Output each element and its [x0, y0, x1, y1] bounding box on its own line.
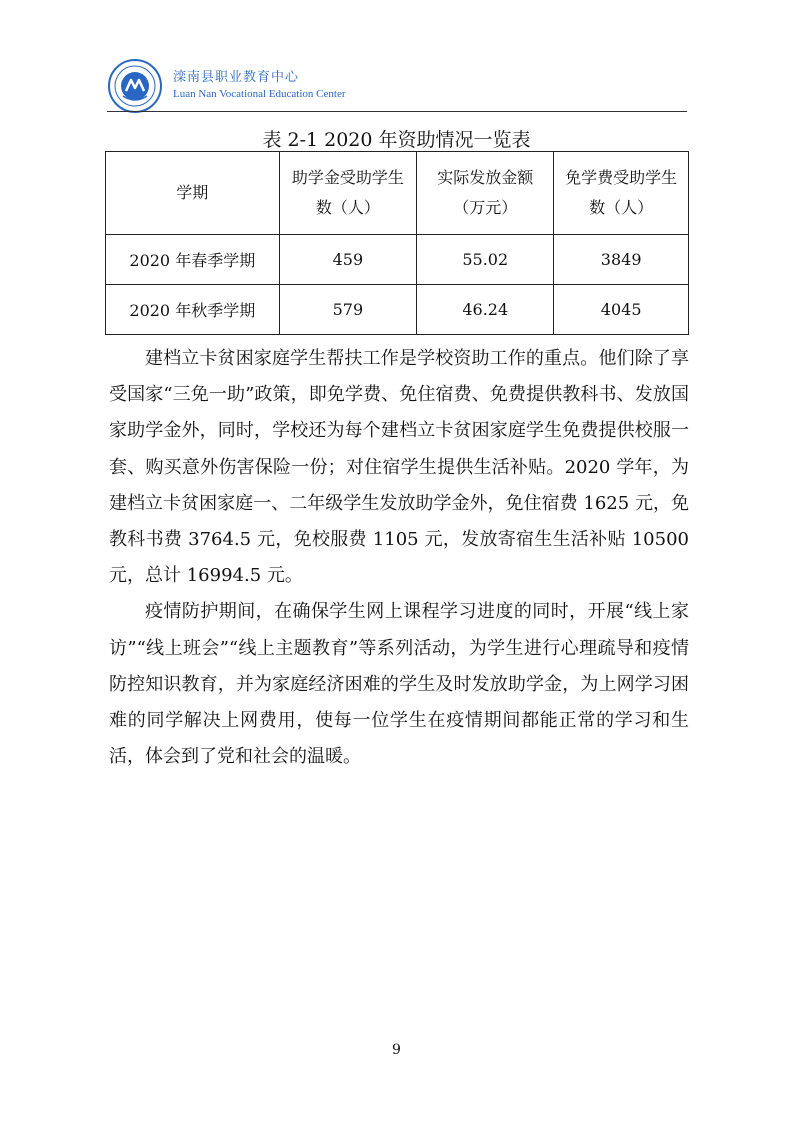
table-cell: 459 [279, 235, 417, 285]
table-cell: 4045 [554, 285, 689, 335]
page-number: 9 [392, 1042, 401, 1058]
paragraph: 建档立卡贫困家庭学生帮扶工作是学校资助工作的重点。他们除了享受国家“三免一助”政策，即免学费、免住宿费、免费提供教科书、发放国家助学金外，同时，学校还为每个建档立卡贫困家庭学生免费提供校服一套、购买意外伤害保险一份；对住宿学生提供生活补贴。2020 学年，为建档立卡贫困家庭一、二年级学生发放助学金外，免住宿费 1625 元，免教科书费 3764.5 元，免校服费 1105 元，发放寄宿生生活补贴 10500 元，总计 16994.5 元。 [109, 348, 689, 587]
table-cell: 579 [279, 285, 417, 335]
table-header-row [106, 152, 689, 235]
header-grant-students: 助学金受助学生数（人） [279, 152, 417, 235]
header-divider [107, 111, 687, 112]
table-title: 表 2-1 2020 年资助情况一览表 [262, 129, 531, 151]
paragraph: 疫情防护期间，在确保学生网上课程学习进度的同时，开展“线上家访”“线上班会”“线上主题教育”等系列活动，为学生进行心理疏导和疫情防控知识教育，并为家庭经济困难的学生及时发放助学金，为上网学习困难的同学解决上网费用，使每一位学生在疫情期间都能正常的学习和生活，体会到了党和社会的温暖。 [109, 601, 689, 768]
table-row [106, 285, 689, 335]
header-term: 学期 [106, 152, 280, 235]
page-header [107, 58, 687, 114]
org-name-en: Luan Nan Vocational Education Center [173, 88, 346, 100]
body-text [109, 341, 689, 775]
table-cell: 2020 年春季学期 [106, 235, 280, 285]
org-name-cn: 滦南县职业教育中心 [173, 70, 300, 85]
aid-summary-table [105, 151, 689, 335]
table-cell: 46.24 [417, 285, 554, 335]
table-cell: 55.02 [417, 235, 554, 285]
table-cell: 2020 年秋季学期 [106, 285, 280, 335]
table-row [106, 235, 689, 285]
table-cell: 3849 [554, 235, 689, 285]
header-tuition-free-students: 免学费受助学生数（人） [554, 152, 689, 235]
header-amount: 实际发放金额（万元） [417, 152, 554, 235]
school-emblem-icon [107, 58, 163, 114]
